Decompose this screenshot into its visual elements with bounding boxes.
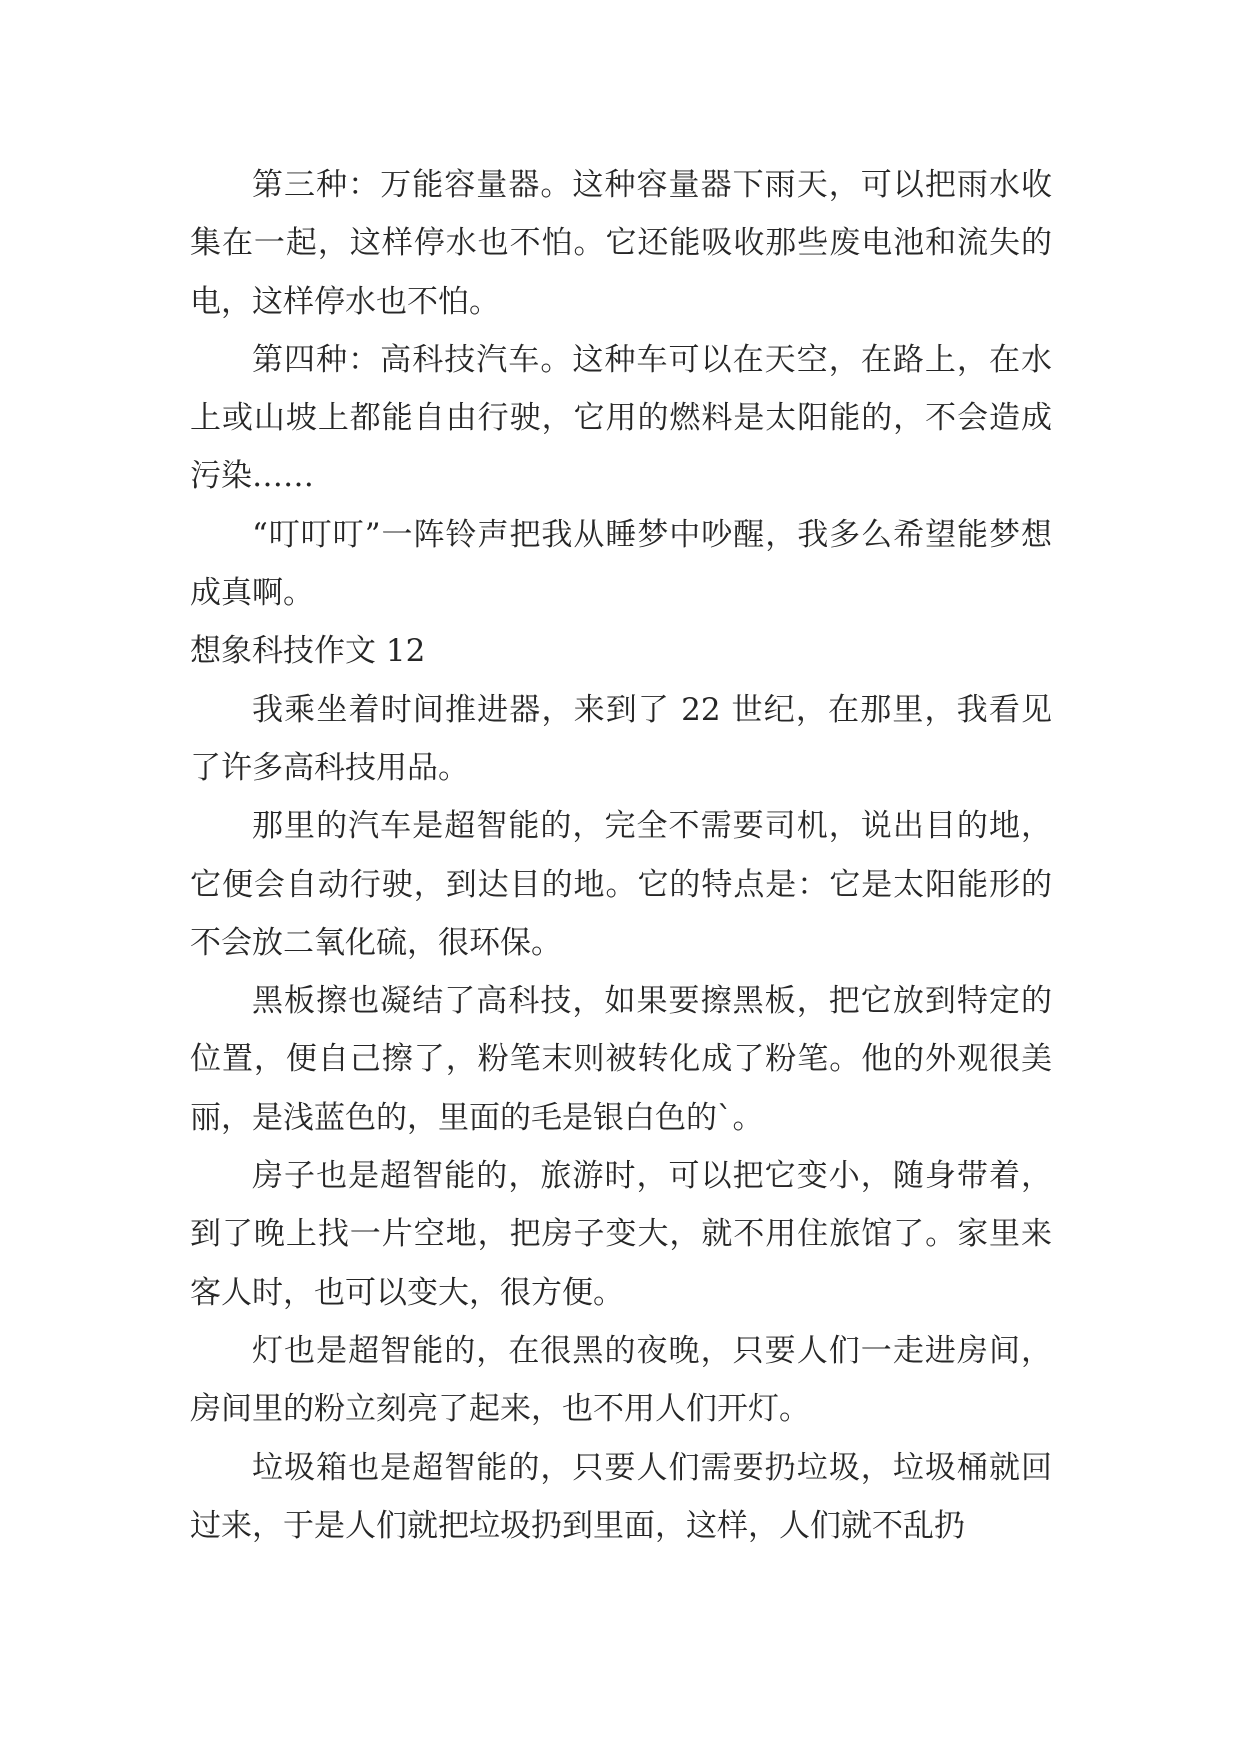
paragraph-third-invention: 第三种：万能容量器。这种容量器下雨天，可以把雨水收集在一起，这样停水也不怕。它还能吸收那些废电池和流失的电，这样停水也不怕。 xyxy=(190,167,1052,320)
paragraph-bell-wakeup: “叮叮叮”一阵铃声把我从睡梦中吵醒，我多么希望能梦想成真啊。 xyxy=(190,516,1052,612)
paragraph-house: 房子也是超智能的，旅游时，可以把它变小，随身带着，到了晚上找一片空地，把房子变大，就不用住旅馆了。家里来客人时，也可以变大，很方便。 xyxy=(190,1158,1052,1311)
paragraph-trash-bin: 垃圾箱也是超智能的，只要人们需要扔垃圾，垃圾桶就回过来，于是人们就把垃圾扔到里面，这样，人们就不乱扔 xyxy=(190,1449,1052,1544)
essay-title: 想象科技作文 12 xyxy=(190,633,426,670)
paragraph-fourth-invention: 第四种：高科技汽车。这种车可以在天空，在路上，在水上或山坡上都能自由行驶，它用的燃料是太阳能的，不会造成污染…… xyxy=(190,341,1052,495)
paragraph-smart-car: 那里的汽车是超智能的，完全不需要司机，说出目的地，它便会自动行驶，到达目的地。它的特点是：它是太阳能形的不会放二氧化硫，很环保。 xyxy=(190,808,1052,961)
paragraph-time-machine: 我乘坐着时间推进器，来到了 22 世纪，在那里，我看见了许多高科技用品。 xyxy=(190,691,1052,786)
paragraph-eraser: 黑板擦也凝结了高科技，如果要擦黑板，把它放到特定的位置，便自己擦了，粉笔末则被转化成了粉笔。他的外观很美丽，是浅蓝色的，里面的毛是银白色的`。 xyxy=(190,983,1052,1136)
document-body xyxy=(190,156,1052,1555)
paragraph-lamp: 灯也是超智能的，在很黑的夜晚，只要人们一走进房间，房间里的粉立刻亮了起来，也不用人们开灯。 xyxy=(190,1332,1052,1428)
